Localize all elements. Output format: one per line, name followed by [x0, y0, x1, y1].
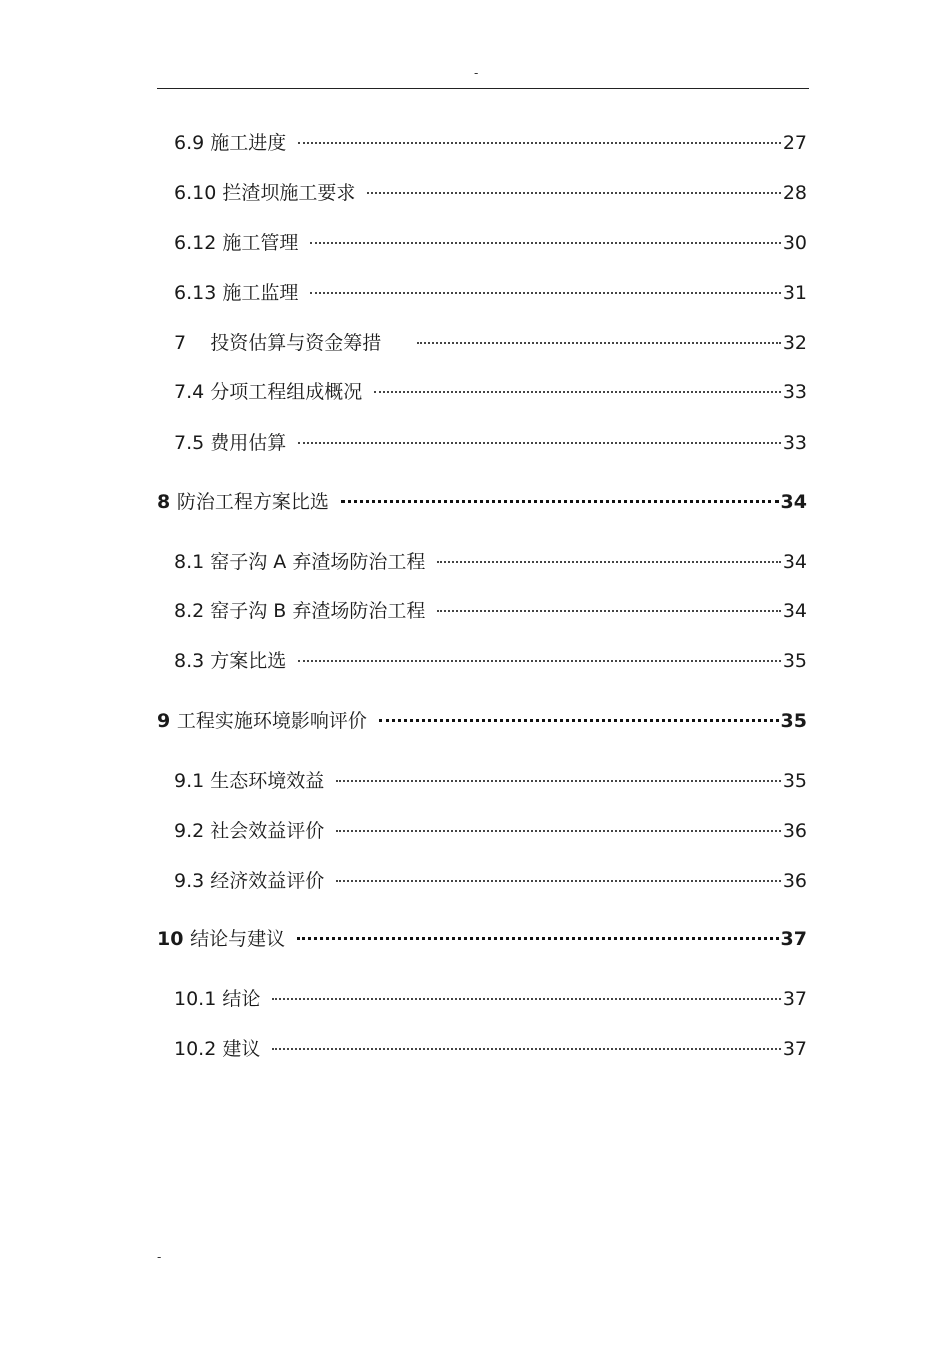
header-rule — [157, 88, 809, 89]
toc-entry[interactable] — [174, 278, 807, 308]
toc-entry[interactable] — [174, 377, 807, 407]
toc-entry-title: 方案比选 — [210, 650, 287, 672]
dot-leader — [310, 292, 780, 294]
toc-entry-page: 37 — [782, 988, 807, 1010]
footer-mark: - — [157, 1250, 162, 1264]
toc-entry[interactable] — [174, 866, 807, 896]
toc-entry-number: 10.1 — [174, 988, 217, 1010]
header-mark: - — [474, 66, 479, 80]
toc-entry-page: 33 — [782, 432, 807, 454]
toc-entry-number: 8 — [157, 491, 171, 513]
toc-entry[interactable] — [174, 1034, 807, 1064]
toc-entry-number: 7.5 — [174, 432, 205, 454]
toc-entry-title: 工程实施环境影响评价 — [176, 710, 367, 732]
dot-leader — [374, 391, 781, 393]
toc-entry-number: 9.2 — [174, 820, 205, 842]
toc-entry[interactable] — [174, 328, 807, 358]
toc-entry-page: 35 — [780, 710, 807, 732]
toc-entry-title: 结论 — [222, 988, 261, 1010]
toc-entry-page: 37 — [780, 928, 807, 950]
toc-entry[interactable] — [174, 547, 807, 577]
dot-leader — [417, 342, 781, 344]
toc-entry-page: 34 — [780, 491, 807, 513]
toc-entry[interactable] — [174, 646, 807, 676]
toc-chapter-entry[interactable] — [157, 924, 807, 954]
toc-entry-page: 35 — [782, 770, 807, 792]
toc-entry-page: 28 — [782, 182, 807, 204]
toc-entry-number: 6.10 — [174, 182, 217, 204]
toc-entry-title: 窑子沟 B 弃渣场防治工程 — [210, 600, 426, 622]
toc-entry-number: 7 — [174, 332, 187, 354]
dot-leader — [298, 142, 781, 144]
toc-entry[interactable] — [174, 128, 807, 158]
toc-entry-title: 分项工程组成概况 — [210, 381, 363, 403]
dot-leader — [379, 719, 779, 722]
toc-entry-number: 9 — [157, 710, 171, 732]
toc-entry[interactable] — [174, 766, 807, 796]
toc-entry-number: 6.9 — [174, 132, 205, 154]
toc-entry-number: 8.2 — [174, 600, 205, 622]
dot-leader — [437, 610, 780, 612]
toc-entry[interactable] — [174, 178, 807, 208]
toc-entry-title: 窑子沟 A 弃渣场防治工程 — [210, 551, 426, 573]
dot-leader — [298, 442, 781, 444]
toc-entry-page: 32 — [782, 332, 807, 354]
toc-entry-number: 8.1 — [174, 551, 205, 573]
toc-entry-title: 投资估算与资金筹措 — [210, 332, 382, 354]
dot-leader — [437, 561, 780, 563]
toc-entry[interactable] — [174, 984, 807, 1014]
dot-leader — [336, 880, 781, 882]
dot-leader — [336, 780, 781, 782]
toc-entry-page: 27 — [782, 132, 807, 154]
toc-entry-title: 施工监理 — [222, 282, 299, 304]
toc-entry-title: 生态环境效益 — [210, 770, 325, 792]
toc-entry[interactable] — [174, 596, 807, 626]
dot-leader — [310, 242, 780, 244]
toc-entry-title: 防治工程方案比选 — [176, 491, 329, 513]
toc-entry-number: 8.3 — [174, 650, 205, 672]
dot-leader — [336, 830, 781, 832]
toc-chapter-entry[interactable] — [157, 487, 807, 517]
dot-leader — [272, 998, 780, 1000]
toc-entry-title: 社会效益评价 — [210, 820, 325, 842]
toc-entry-title: 拦渣坝施工要求 — [222, 182, 356, 204]
toc-entry-page: 34 — [782, 600, 807, 622]
toc-entry-page: 36 — [782, 820, 807, 842]
toc-entry-number: 10.2 — [174, 1038, 217, 1060]
toc-entry-number: 9.1 — [174, 770, 205, 792]
toc-entry-title: 建议 — [222, 1038, 261, 1060]
toc-entry-title: 施工进度 — [210, 132, 287, 154]
toc-entry-title: 施工管理 — [222, 232, 299, 254]
toc-entry[interactable] — [174, 428, 807, 458]
toc-entry-page: 34 — [782, 551, 807, 573]
toc-entry-page: 30 — [782, 232, 807, 254]
toc-entry-number: 6.12 — [174, 232, 217, 254]
toc-entry-number: 10 — [157, 928, 184, 950]
toc-entry[interactable] — [174, 816, 807, 846]
toc-entry-page: 37 — [782, 1038, 807, 1060]
toc-entry-number: 7.4 — [174, 381, 205, 403]
dot-leader — [298, 660, 781, 662]
dot-leader — [297, 937, 778, 940]
toc-entry-number: 9.3 — [174, 870, 205, 892]
toc-chapter-entry[interactable] — [157, 706, 807, 736]
toc-entry[interactable] — [174, 228, 807, 258]
toc-entry-page: 36 — [782, 870, 807, 892]
dot-leader — [341, 500, 779, 503]
toc-entry-page: 31 — [782, 282, 807, 304]
toc-entry-title: 经济效益评价 — [210, 870, 325, 892]
toc-entry-page: 35 — [782, 650, 807, 672]
toc-entry-page: 33 — [782, 381, 807, 403]
toc-entry-number: 6.13 — [174, 282, 217, 304]
toc-entry-title: 费用估算 — [210, 432, 287, 454]
toc-entry-title: 结论与建议 — [190, 928, 286, 950]
dot-leader — [367, 192, 780, 194]
dot-leader — [272, 1048, 780, 1050]
